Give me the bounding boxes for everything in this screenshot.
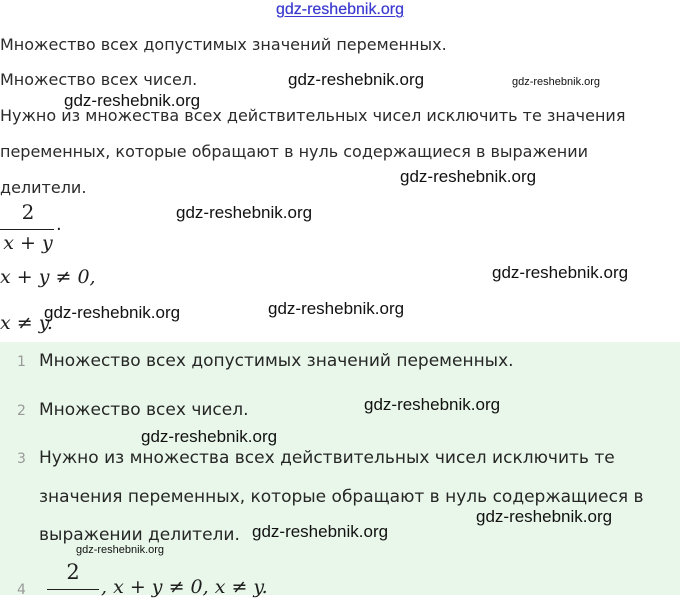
answer-line-1: Множество всех допустимых значений переменных. (0, 35, 447, 54)
watermark-text: gdz-reshebnik.org (176, 203, 313, 222)
step-4-expression: , x + y ≠ 0, x ≠ y. (101, 576, 268, 598)
answer-line-2: Множество всех чисел. (0, 70, 198, 89)
watermark-text: gdz-reshebnik.org (76, 544, 165, 556)
step-text-3-line-1: Нужно из множества всех действительных чисел исключить те (39, 448, 615, 468)
steps-panel (0, 342, 680, 595)
fraction-denominator: x + y (3, 232, 53, 254)
watermark-text: gdz-reshebnik.org (476, 507, 613, 526)
watermark-text: gdz-reshebnik.org (44, 303, 181, 322)
answer-line-3: Нужно из множества всех действительных чисел исключить те значения (0, 106, 626, 125)
step-number-2: 2 (17, 403, 26, 419)
watermark-text: gdz-reshebnik.org (252, 522, 389, 541)
step-4-fraction-bar (47, 589, 99, 590)
fraction-numerator: 2 (21, 200, 35, 224)
condition-2: x ≠ y. (0, 312, 53, 334)
watermark-text: gdz-reshebnik.org (288, 70, 425, 89)
step-text-2: Множество всех чисел. (39, 400, 249, 420)
answer-line-5: делители. (0, 178, 87, 197)
step-text-3-line-3: выражении делители. (39, 525, 240, 545)
step-number-4: 4 (17, 582, 26, 598)
step-text-3-line-2: значения переменных, которые обращают в нуль содержащиеся в (39, 487, 644, 507)
site-watermark-link[interactable]: gdz-reshebnik.org (275, 1, 405, 18)
step-number-1: 1 (17, 354, 26, 370)
step-number-3: 3 (17, 451, 26, 467)
fraction-bar (0, 229, 54, 230)
watermark-text: gdz-reshebnik.org (512, 76, 601, 88)
step-text-1: Множество всех допустимых значений переменных. (39, 351, 514, 371)
fraction-period: . (56, 214, 62, 235)
watermark-text: gdz-reshebnik.org (400, 167, 537, 186)
watermark-text: gdz-reshebnik.org (141, 427, 278, 446)
condition-1: x + y ≠ 0, (0, 266, 96, 288)
step-4-fraction-numerator: 2 (66, 560, 80, 584)
watermark-text: gdz-reshebnik.org (268, 299, 405, 318)
watermark-text: gdz-reshebnik.org (64, 91, 201, 110)
answer-line-4: переменных, которые обращают в нуль содержащиеся в выражении (0, 142, 588, 161)
watermark-text: gdz-reshebnik.org (492, 263, 629, 282)
watermark-text: gdz-reshebnik.org (364, 395, 501, 414)
